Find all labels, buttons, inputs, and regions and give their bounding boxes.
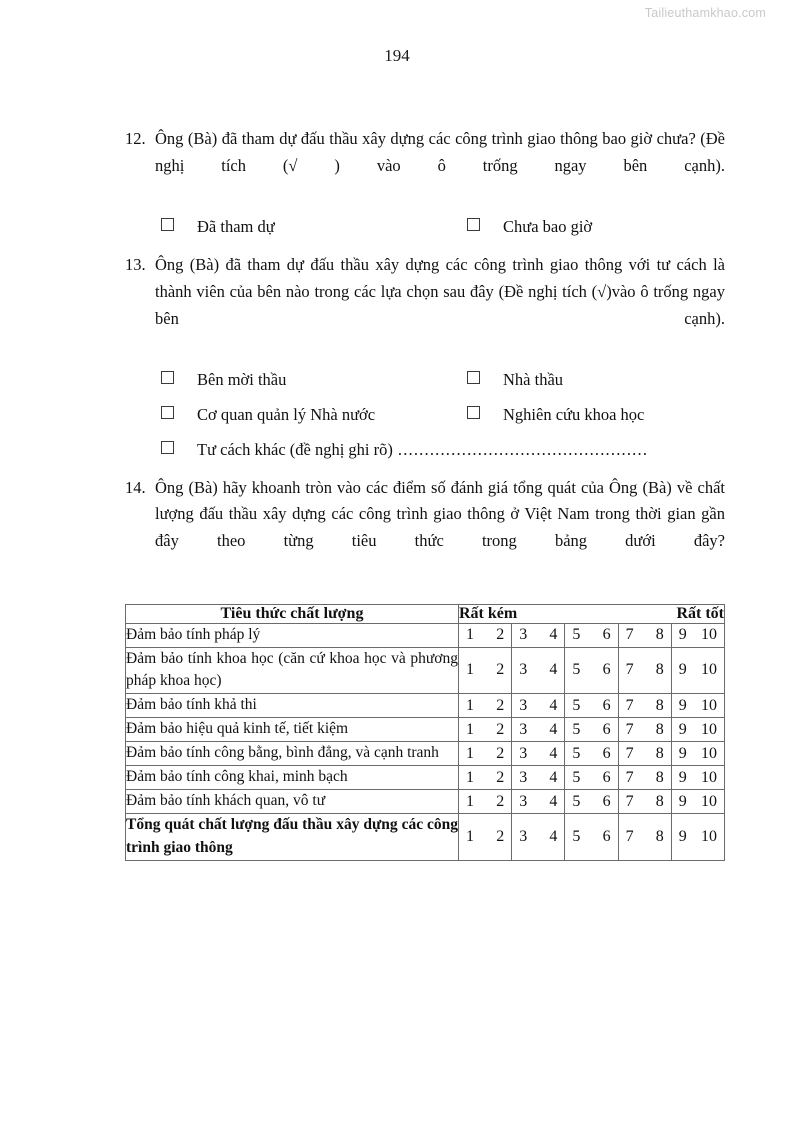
scale-value[interactable]: 10 <box>701 792 717 810</box>
scale-value[interactable]: 5 <box>572 696 581 714</box>
scale-pair-cell[interactable] <box>512 623 565 647</box>
question-12-number: 12. <box>125 129 146 148</box>
table-head <box>126 604 725 623</box>
question-13-number: 13. <box>125 255 146 275</box>
scale-value[interactable]: 7 <box>625 661 634 679</box>
checkbox-icon[interactable] <box>161 406 174 419</box>
scale-value[interactable]: 2 <box>496 626 505 644</box>
scale-value[interactable]: 6 <box>602 828 611 846</box>
scale-value[interactable]: 1 <box>466 744 474 762</box>
scale-value[interactable]: 1 <box>466 792 474 810</box>
option-label: Bên mời thầu <box>197 369 287 389</box>
checkbox-icon[interactable] <box>467 371 480 384</box>
question-12-text: Ông (Bà) đã tham dự đấu thầu xây dựng các công trình giao thông bao giờ chưa? (Đề nghị tích (√ ) vào ô trống ngay bên cạnh). <box>155 129 725 175</box>
scale-value[interactable]: 6 <box>602 792 611 810</box>
scale-value[interactable]: 7 <box>625 792 634 810</box>
scale-pair-cell[interactable] <box>459 814 512 861</box>
scale-pair-cell[interactable] <box>565 790 618 814</box>
scale-pair-cell[interactable] <box>565 766 618 790</box>
table-row <box>126 718 725 742</box>
scale-value[interactable]: 4 <box>549 720 558 738</box>
table-body <box>126 623 725 860</box>
criterion-cell: Tổng quát chất lượng đấu thầu xây dựng các công trình giao thông <box>126 814 459 861</box>
scale-pair-cell[interactable] <box>512 718 565 742</box>
scale-pair-cell[interactable] <box>671 742 724 766</box>
option-nghien-cuu-khoa-hoc[interactable] <box>467 403 725 427</box>
option-nha-thau[interactable] <box>467 368 725 392</box>
scale-value[interactable]: 6 <box>602 720 611 738</box>
scale-value[interactable]: 2 <box>496 792 505 810</box>
scale-value[interactable]: 10 <box>701 661 717 679</box>
scale-value[interactable]: 3 <box>519 828 528 846</box>
scale-pair-cell[interactable] <box>512 814 565 861</box>
checkbox-icon[interactable] <box>467 218 480 231</box>
option-chua-bao-gio[interactable] <box>467 215 725 239</box>
scale-pair-cell[interactable] <box>618 694 671 718</box>
criterion-cell: Đảm bảo hiệu quả kinh tế, tiết kiệm <box>126 718 459 742</box>
scale-pair-cell[interactable] <box>618 742 671 766</box>
scale-pair-cell[interactable] <box>565 718 618 742</box>
scale-value[interactable]: 2 <box>496 696 505 714</box>
scale-value[interactable]: 8 <box>655 768 664 786</box>
scale-pair-cell[interactable] <box>512 766 565 790</box>
criterion-cell: Đảm bảo tính khách quan, vô tư <box>126 790 459 814</box>
criterion-cell: Đảm bảo tính khả thi <box>126 694 459 718</box>
scale-value[interactable]: 10 <box>701 696 717 714</box>
scale-value[interactable]: 3 <box>519 661 528 679</box>
scale-value[interactable]: 1 <box>466 696 474 714</box>
scale-value[interactable]: 1 <box>466 720 474 738</box>
scale-value[interactable]: 9 <box>678 661 687 679</box>
option-row <box>161 438 725 462</box>
scale-value[interactable]: 8 <box>655 828 664 846</box>
checkbox-icon[interactable] <box>161 441 174 454</box>
scale-value[interactable]: 2 <box>496 661 505 679</box>
question-13 <box>125 252 725 359</box>
scale-pair-cell[interactable] <box>618 766 671 790</box>
header-scale-high: Rất tốt <box>676 604 724 622</box>
scale-value[interactable]: 7 <box>625 828 634 846</box>
scale-pair-cell[interactable] <box>459 766 512 790</box>
question-14 <box>125 475 725 582</box>
scale-value[interactable]: 2 <box>496 720 505 738</box>
fill-in-blank-line[interactable]: ............................................... <box>397 439 649 459</box>
table-row <box>126 647 725 694</box>
question-14-text: Ông (Bà) hãy khoanh tròn vào các điểm số đánh giá tổng quát của Ông (Bà) về chất lượng đấu thầu xây dựng các công trình giao thông ở Việt Nam trong thời gian gần đây theo từng tiêu thức trong bảng dưới đây? <box>155 477 725 551</box>
table-row <box>126 742 725 766</box>
scale-value[interactable]: 10 <box>701 626 717 644</box>
scale-pair-cell[interactable] <box>671 814 724 861</box>
scale-pair-cell[interactable] <box>512 742 565 766</box>
table-row <box>126 623 725 647</box>
scale-value[interactable]: 9 <box>678 828 687 846</box>
option-row <box>161 368 725 392</box>
watermark-text: Tailieuthamkhao.com <box>644 6 766 20</box>
scale-value[interactable]: 1 <box>466 828 474 846</box>
question-12-options <box>161 215 725 239</box>
scale-value[interactable]: 1 <box>466 661 474 679</box>
scale-pair-cell[interactable] <box>459 623 512 647</box>
scale-pair-cell[interactable] <box>459 718 512 742</box>
scale-value[interactable]: 6 <box>602 626 611 644</box>
scale-value[interactable]: 6 <box>602 661 611 679</box>
scale-value[interactable]: 10 <box>701 744 717 762</box>
scale-value[interactable]: 3 <box>519 626 528 644</box>
scale-value[interactable]: 7 <box>625 696 634 714</box>
scale-pair-cell[interactable] <box>565 814 618 861</box>
scale-value[interactable]: 4 <box>549 626 558 644</box>
scale-value[interactable]: 3 <box>519 768 528 786</box>
question-12 <box>125 126 725 206</box>
scale-value[interactable]: 2 <box>496 768 505 786</box>
page-content <box>125 126 725 861</box>
scale-value[interactable]: 4 <box>549 661 558 679</box>
scale-value[interactable]: 7 <box>625 720 634 738</box>
scale-pair-cell[interactable] <box>671 623 724 647</box>
scale-pair-cell[interactable] <box>618 718 671 742</box>
scale-value[interactable]: 5 <box>572 720 581 738</box>
scale-pair-cell[interactable] <box>512 694 565 718</box>
criterion-cell: Đảm bảo tính khoa học (căn cứ khoa học và phương pháp khoa học) <box>126 647 459 694</box>
scale-value[interactable]: 4 <box>549 768 558 786</box>
criterion-cell: Đảm bảo tính pháp lý <box>126 623 459 647</box>
scale-pair-cell[interactable] <box>565 742 618 766</box>
checkbox-icon[interactable] <box>161 371 174 384</box>
option-da-tham-du[interactable] <box>161 215 467 239</box>
scale-value[interactable]: 4 <box>549 696 558 714</box>
table-row <box>126 790 725 814</box>
scale-pair-cell[interactable] <box>618 647 671 694</box>
scale-value[interactable]: 8 <box>655 792 664 810</box>
scale-value[interactable]: 6 <box>602 696 611 714</box>
scale-pair-cell[interactable] <box>618 814 671 861</box>
scale-value[interactable]: 8 <box>655 661 664 679</box>
scale-value[interactable]: 9 <box>678 768 687 786</box>
option-label: Đã tham dự <box>197 217 275 237</box>
scale-value[interactable]: 5 <box>572 792 581 810</box>
scale-pair-cell[interactable] <box>671 766 724 790</box>
scale-value[interactable]: 5 <box>572 744 581 762</box>
scale-value[interactable]: 7 <box>625 768 634 786</box>
scale-value[interactable]: 10 <box>701 720 717 738</box>
scale-value[interactable]: 4 <box>549 792 558 810</box>
option-ben-moi-thau[interactable] <box>161 368 467 392</box>
scale-pair-cell[interactable] <box>671 790 724 814</box>
header-criteria: Tiêu thức chất lượng <box>126 604 459 623</box>
option-row <box>161 403 725 427</box>
option-label: Cơ quan quản lý Nhà nước <box>197 404 376 424</box>
question-13-options <box>161 368 725 462</box>
scale-value[interactable]: 2 <box>496 744 505 762</box>
scale-pair-cell[interactable] <box>459 790 512 814</box>
table-row <box>126 766 725 790</box>
scale-pair-cell[interactable] <box>459 647 512 694</box>
option-co-quan-quan-ly-nha-nuoc[interactable] <box>161 403 467 427</box>
question-14-number: 14. <box>125 477 146 497</box>
scale-value[interactable]: 7 <box>625 744 634 762</box>
option-row <box>161 215 725 239</box>
scale-pair-cell[interactable] <box>565 623 618 647</box>
scale-value[interactable]: 8 <box>655 696 664 714</box>
scale-value[interactable]: 4 <box>549 744 558 762</box>
quality-rating-table <box>125 604 725 861</box>
criterion-cell: Đảm bảo tính công bằng, bình đẳng, và cạnh tranh <box>126 742 459 766</box>
header-scale <box>459 604 725 623</box>
option-label: Nghiên cứu khoa học <box>503 404 645 424</box>
scale-value[interactable]: 5 <box>572 768 581 786</box>
page-number: 194 <box>384 46 410 65</box>
scale-pair-cell[interactable] <box>512 647 565 694</box>
scale-value[interactable]: 2 <box>496 828 505 846</box>
scale-pair-cell[interactable] <box>565 694 618 718</box>
scale-pair-cell[interactable] <box>671 718 724 742</box>
scale-value[interactable]: 10 <box>701 768 717 786</box>
question-13-text: Ông (Bà) đã tham dự đấu thầu xây dựng các công trình giao thông với tư cách là thành viên của bên nào trong các lựa chọn sau đây (Đề nghị tích (√)vào ô trống ngay bên cạnh). <box>155 255 725 328</box>
scale-pair-cell[interactable] <box>459 694 512 718</box>
scale-value[interactable]: 7 <box>625 626 634 644</box>
table-row <box>126 814 725 861</box>
scale-value[interactable]: 10 <box>701 828 717 846</box>
table-row <box>126 694 725 718</box>
scale-pair-cell[interactable] <box>671 694 724 718</box>
scale-value[interactable]: 1 <box>466 626 474 644</box>
scale-value[interactable]: 5 <box>572 828 581 846</box>
scale-value[interactable]: 3 <box>519 792 528 810</box>
scale-value[interactable]: 3 <box>519 720 528 738</box>
option-label: Nhà thầu <box>503 369 564 389</box>
scale-value[interactable]: 1 <box>466 768 474 786</box>
scale-value[interactable]: 9 <box>678 792 687 810</box>
scale-value[interactable]: 8 <box>655 744 664 762</box>
scale-value[interactable]: 9 <box>678 744 687 762</box>
header-scale-low: Rất kém <box>459 604 518 622</box>
scale-value[interactable]: 6 <box>602 768 611 786</box>
scale-value[interactable]: 8 <box>655 720 664 738</box>
checkbox-icon[interactable] <box>467 406 480 419</box>
scale-value[interactable]: 9 <box>678 626 687 644</box>
criterion-cell: Đảm bảo tính công khai, minh bạch <box>126 766 459 790</box>
scale-value[interactable]: 3 <box>519 696 528 714</box>
scale-pair-cell[interactable] <box>512 790 565 814</box>
option-label: Tư cách khác (đề nghị ghi rõ) <box>197 439 393 459</box>
scale-pair-cell[interactable] <box>565 647 618 694</box>
scale-value[interactable]: 6 <box>602 744 611 762</box>
scale-pair-cell[interactable] <box>459 742 512 766</box>
option-label: Chưa bao giờ <box>503 217 593 237</box>
rating-table-wrapper <box>125 604 725 861</box>
scale-pair-cell[interactable] <box>671 647 724 694</box>
scale-value[interactable]: 4 <box>549 828 558 846</box>
scale-value[interactable]: 9 <box>678 720 687 738</box>
table-header-row <box>126 604 725 623</box>
scale-value[interactable]: 8 <box>655 626 664 644</box>
checkbox-icon[interactable] <box>161 218 174 231</box>
option-tu-cach-khac[interactable] <box>161 438 725 462</box>
scale-pair-cell[interactable] <box>618 790 671 814</box>
scale-value[interactable]: 5 <box>572 626 581 644</box>
scale-pair-cell[interactable] <box>618 623 671 647</box>
scale-value[interactable]: 9 <box>678 696 687 714</box>
scale-value[interactable]: 3 <box>519 744 528 762</box>
scale-value[interactable]: 5 <box>572 661 581 679</box>
